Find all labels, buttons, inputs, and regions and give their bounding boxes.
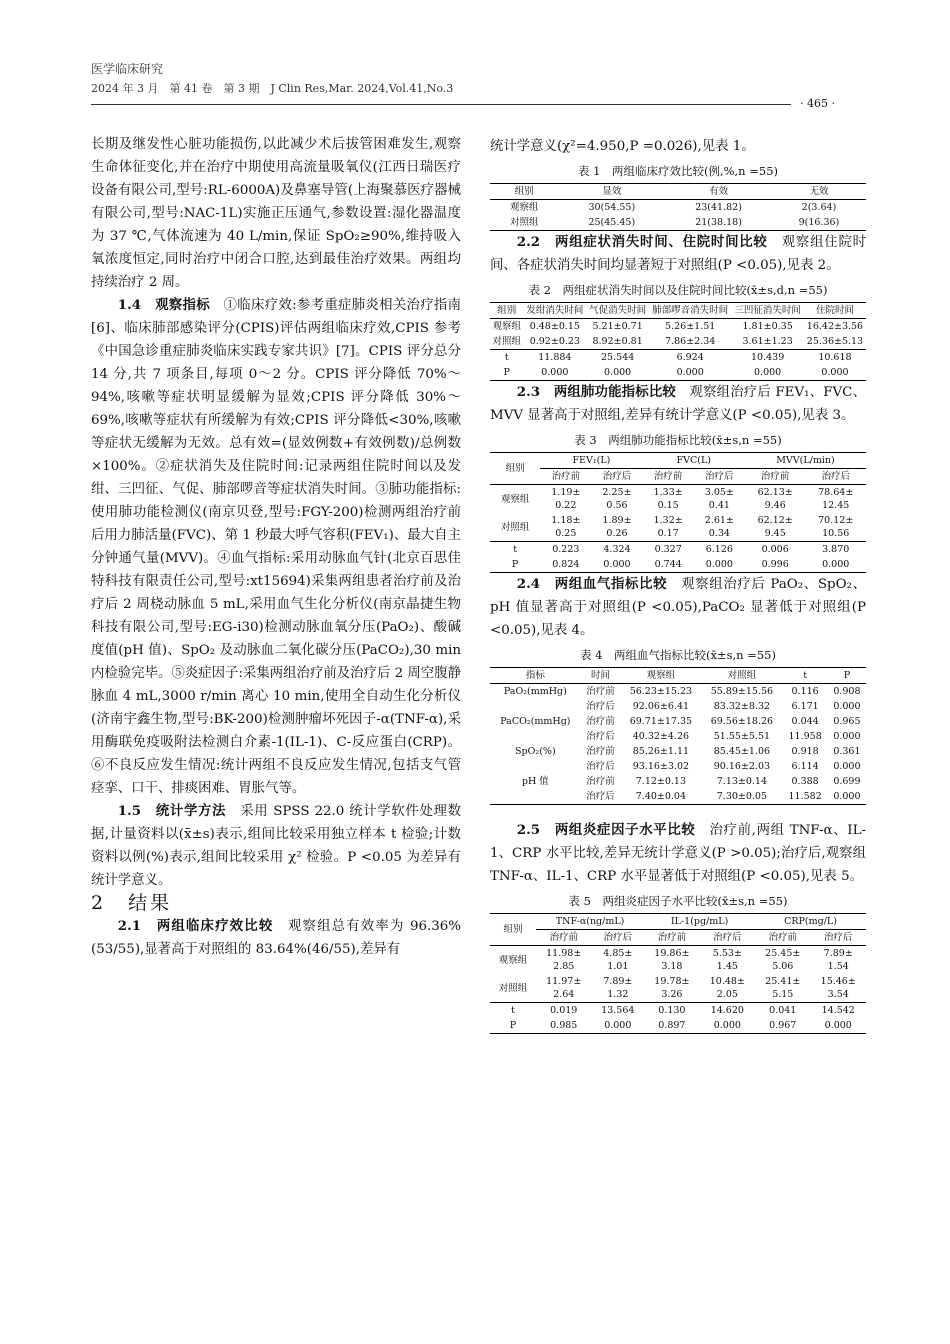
- cell: 10.439: [751, 352, 785, 363]
- section-body: ①临床疗效:参考重症肺炎相关治疗指南[6]、临床肺部感染评分(CPIS)评估两组临床疗效,CPIS 参考《中国急诊重症肺炎临床实践专家共识》[7]。CPIS 评分总分 14 分,共 7 项条目,每项 0～2 分。CPIS 评分降低 70%～94%,咳嗽等症状明显缓解为显效;CPIS 评分降低 30%～69%,咳嗽等症状有所缓解为有效;CPIS 评分降低<30%,咳嗽等症状无缓解为无效。总有效=(显效例数+有效例数)/总例数×100%。②症状消失及住院时间:记录两组住院时间以及发绀、三凹征、气促、肺部啰音等症状消失时间。③肺功能指标:使用肺功能检测仪(南京贝登,型号:FGY-200)检测两组治疗前后用力肺活量(FVC)、第 1 秒最大呼气容积(FEV₁)、最大自主分钟通气量(MVV)。④血气指标:采用动脉血气针(北京百思佳特科技有限责任公司,型号:xt15694)采集两组患者治疗前及治疗后 2 周桡动脉血 5 mL,采用血气生化分析仪(南京晶捷生物科技有限公司,型号:EG-i30)检测动脉血氧分压(PaO₂)、酸碱度值(pH 值)、SpO₂ 及动脉血二氧化碳分压(PaCO₂),30 min 内检验完毕。⑤炎症因子:采集两组治疗前及治疗后 2 周空腹静脉血 4 mL,3000 r/min 离心 10 min,使用全自动生化分析仪(济南宇鑫生物,型号:BK-200)检测肿瘤坏死因子-α(TNF-α),采用酶联免疫吸附法检测白介素-1(IL-1)、C-反应蛋白(CRP)。⑥不良反应发生情况:统计两组不良反应发生情况,包括支气管痉挛、口干、排痰困难、胃胀气等。: [91, 298, 462, 796]
- table-row: [490, 365, 866, 381]
- cell: 0.000: [833, 761, 861, 772]
- cell: 6.924: [676, 352, 704, 363]
- cell: 0.967: [755, 1018, 810, 1034]
- cell: 56.23±15.23: [629, 686, 693, 697]
- col-subheader: 治疗前: [536, 930, 591, 946]
- table-row: [490, 1018, 866, 1034]
- cell: [490, 699, 581, 714]
- cell: 9(16.36): [772, 215, 866, 231]
- cell: 62.12± 9.45: [745, 513, 806, 542]
- cell: 13.564: [601, 1005, 635, 1016]
- cell: 11.582: [782, 789, 827, 805]
- table-4: [490, 667, 866, 805]
- cell: 治疗后: [586, 731, 615, 742]
- col-header: FEV₁(L): [540, 453, 642, 469]
- table-header-row: [490, 184, 866, 200]
- cell: 对照组: [490, 215, 558, 231]
- table-row: [490, 215, 866, 231]
- cell: 0.044: [791, 716, 819, 727]
- cell: 治疗后: [586, 761, 615, 772]
- col-header: 无效: [772, 184, 866, 200]
- cell: 治疗前: [586, 716, 615, 727]
- col-header: 气促消失时间: [586, 303, 649, 319]
- cell: 14.542: [821, 1005, 855, 1016]
- col-header: CRP(mg/L): [755, 914, 866, 930]
- cell: 5.21±0.71: [592, 321, 643, 332]
- cell: 2.61± 0.34: [694, 513, 745, 542]
- cell: 6.114: [791, 761, 819, 772]
- section-heading: 2.3 两组肺功能指标比较: [516, 384, 676, 400]
- section-2-4: [490, 573, 866, 642]
- cell: 16.42±3.56: [806, 321, 864, 332]
- cell: 4.324: [603, 544, 631, 555]
- cell: 0.000: [828, 789, 866, 805]
- cell: 1.19± 0.22: [551, 487, 581, 511]
- cell: 51.55±5.51: [713, 731, 771, 742]
- cell: 0.223: [552, 544, 580, 555]
- table-1: [490, 183, 866, 231]
- cell: 1.32± 0.17: [643, 513, 694, 542]
- cell: [490, 789, 581, 805]
- table-3: [490, 452, 866, 573]
- left-column: [91, 133, 461, 961]
- col-header: IL-1(pg/mL): [644, 914, 755, 930]
- col-subheader: 治疗前: [755, 930, 810, 946]
- cell: 0.000: [833, 701, 861, 712]
- section-2-2: [490, 231, 866, 277]
- cell: 85.26±1.11: [632, 746, 690, 757]
- cell: 7.89± 1.32: [591, 974, 644, 1003]
- table-row: [490, 350, 866, 366]
- cell: 19.86± 3.18: [654, 948, 690, 972]
- section-heading: 2.4 两组血气指标比较: [516, 576, 668, 592]
- col-header: 有效: [665, 184, 772, 200]
- cell: 6.126: [705, 544, 733, 555]
- col-subheader: 治疗后: [805, 469, 866, 485]
- table-5: [490, 913, 866, 1034]
- col-header: 组别: [490, 453, 540, 485]
- section-heading: 2.2 两组症状消失时间、住院时间比较: [516, 234, 768, 250]
- cell: 治疗后: [586, 701, 615, 712]
- cell: pH 值: [521, 776, 549, 787]
- issue-line: 2024 年 3 月 第 41 卷 第 3 期 J Clin Res,Mar. 2024,Vol.41,No.3: [91, 82, 454, 95]
- table-row: [490, 334, 866, 350]
- table-3-caption: 表 3 两组肺功能指标比较(x̄±s,n =55): [574, 433, 782, 447]
- col-header: TNF-α(ng/mL): [536, 914, 644, 930]
- section-2-3: [490, 381, 866, 427]
- cell: 10.48± 2.05: [700, 974, 755, 1003]
- cell: 11.97± 2.64: [536, 974, 591, 1003]
- cell: 0.824: [540, 557, 591, 573]
- cell: 1.18± 0.25: [540, 513, 591, 542]
- table-row: [490, 789, 866, 805]
- col-subheader: 治疗后: [810, 930, 866, 946]
- cell: 0.388: [791, 776, 819, 787]
- col-header: 观察组: [620, 668, 701, 684]
- col-subheader: 治疗前: [540, 469, 591, 485]
- table-row: [490, 774, 866, 789]
- cell: 25.41± 5.15: [755, 974, 810, 1003]
- cell: [490, 729, 581, 744]
- col-header: 指标: [490, 668, 581, 684]
- cell: t: [511, 1005, 515, 1016]
- cell: 21(38.18): [665, 215, 772, 231]
- cell: 11.884: [538, 352, 572, 363]
- paragraph-method-cont: 长期及继发性心脏功能损伤,以此减少术后拔管困难发生,观察生命体征变化,并在治疗中期使用高流量吸氧仪(江西日瑞医疗设备有限公司,型号:RL-6000A)及鼻塞导管(上海聚慕医疗器械有限公司,型号:NAC-1L)实施正压通气,参数设置:湿化器温度为 37 ℃,气体流速为 40 L/min,保证 SpO₂≥90%,维持吸入氧浓度恒定,同时治疗中闭合口腔,达到最佳治疗效果。两组均持续治疗 2 周。: [91, 137, 461, 290]
- cell: 1.33± 0.15: [653, 487, 683, 511]
- section-heading: 1.4 观察指标: [117, 297, 210, 313]
- cell: 0.92±0.23: [523, 334, 586, 350]
- col-header: 时间: [581, 668, 621, 684]
- table-2-caption: 表 2 两组症状消失时间以及住院时间比较(x̄±s,d,n =55): [528, 283, 828, 297]
- cell: 0.327: [654, 544, 682, 555]
- section-2-1: [91, 915, 461, 961]
- cell: 0.000: [804, 365, 866, 381]
- cell: 0.000: [805, 557, 866, 573]
- cell: 0.000: [523, 365, 586, 381]
- table-row: [490, 200, 866, 216]
- col-header: FVC(L): [643, 453, 745, 469]
- table-row: [490, 319, 866, 335]
- cell: 0.006: [761, 544, 789, 555]
- col-header: 组别: [490, 184, 558, 200]
- table-row: [490, 946, 866, 975]
- col-subheader: 治疗后: [694, 469, 745, 485]
- cell: 7.30±0.05: [701, 789, 782, 805]
- cell: 0.985: [536, 1018, 591, 1034]
- table-header-row: [490, 453, 866, 469]
- cell: SpO₂(%): [515, 746, 556, 757]
- cell: 25(45.45): [558, 215, 665, 231]
- col-header: 发绀消失时间: [523, 303, 586, 319]
- cell: 0.361: [833, 746, 861, 757]
- cell: 0.908: [833, 686, 861, 697]
- table-4-caption: 表 4 两组血气指标比较(x̄±s,n =55): [580, 648, 776, 662]
- cell: 40.32±4.26: [632, 731, 690, 742]
- table-row: [490, 1003, 866, 1019]
- cell: 观察组: [498, 954, 528, 966]
- cell: 0.000: [810, 1018, 866, 1034]
- cell: 治疗后: [581, 789, 621, 805]
- cell: 0.019: [550, 1005, 578, 1016]
- table-header-row: [490, 914, 866, 930]
- col-header: P: [828, 668, 866, 684]
- table-row: [490, 759, 866, 774]
- paragraph-2-1-cont: 统计学意义(χ²=4.950,P =0.026),见表 1。: [490, 139, 755, 154]
- cell: 0.000: [694, 557, 745, 573]
- cell: 0.000: [591, 1018, 644, 1034]
- cell: 0.965: [833, 716, 861, 727]
- header-rule: [91, 104, 791, 105]
- table-row: [490, 699, 866, 714]
- section-heading: 1.5 统计学方法: [117, 803, 227, 819]
- cell: 90.16±2.03: [713, 761, 771, 772]
- cell: 25.45± 5.06: [765, 948, 801, 972]
- cell: 7.89± 1.54: [823, 948, 853, 972]
- col-header: t: [782, 668, 827, 684]
- cell: 0.000: [586, 365, 649, 381]
- table-row: [490, 974, 866, 1003]
- cell: 92.06±6.41: [632, 701, 690, 712]
- cell: 0.699: [833, 776, 861, 787]
- cell: 93.16±3.02: [632, 761, 690, 772]
- col-subheader: 治疗后: [700, 930, 755, 946]
- cell: P: [490, 557, 540, 573]
- cell: P: [490, 365, 523, 381]
- cell: 0.041: [769, 1005, 797, 1016]
- table-row: [490, 729, 866, 744]
- cell: 55.89±15.56: [710, 686, 774, 697]
- cell: 14.620: [710, 1005, 744, 1016]
- cell: 0.918: [791, 746, 819, 757]
- table-row: [490, 557, 866, 573]
- col-subheader: 治疗前: [643, 469, 694, 485]
- col-header: 显效: [558, 184, 665, 200]
- table-header-row: [490, 303, 866, 319]
- table-row: [490, 744, 866, 759]
- cell: 11.98± 2.85: [546, 948, 582, 972]
- cell: 对照组: [490, 513, 540, 542]
- col-header: MVV(L/min): [745, 453, 866, 469]
- cell: 2(3.64): [801, 202, 837, 213]
- cell: 1.89± 0.26: [591, 513, 642, 542]
- cell: 0.116: [791, 686, 819, 697]
- section-body: 治疗前,两组 TNF-α、IL-1、CRP 水平比较,差异无统计学意义(P >0.05);治疗后,观察组 TNF-α、IL-1、CRP 水平显著低于对照组(P <0.05),见表 5。: [490, 823, 867, 884]
- section-heading: 2.5 两组炎症因子水平比较: [516, 822, 696, 838]
- cell: 0.000: [649, 365, 731, 381]
- cell: 69.71±17.35: [629, 716, 693, 727]
- cell: t: [504, 352, 509, 363]
- cell: 10.618: [818, 352, 852, 363]
- cell: P: [490, 1018, 536, 1034]
- cell: 0.744: [643, 557, 694, 573]
- cell: t: [513, 544, 518, 555]
- section-2-5: [490, 819, 866, 888]
- cell: 3.61±1.23: [731, 334, 804, 350]
- cell: PaCO₂(mmHg): [500, 716, 571, 727]
- cell: 0.000: [591, 557, 642, 573]
- cell: 7.40±0.04: [620, 789, 701, 805]
- table-subheader-row: [490, 930, 866, 946]
- cell: 23(41.82): [695, 202, 742, 213]
- section-heading: 2.1 两组临床疗效比较: [117, 918, 274, 934]
- cell: 2.25± 0.56: [602, 487, 632, 511]
- cell: 对照组: [490, 334, 523, 350]
- page-number: · 465 ·: [800, 97, 835, 110]
- col-subheader: 治疗前: [745, 469, 806, 485]
- table-row: [490, 513, 866, 542]
- cell: 5.53± 1.45: [712, 948, 742, 972]
- col-header: 肺部啰音消失时间: [649, 303, 731, 319]
- col-header: 住院时间: [804, 303, 866, 319]
- col-subheader: 治疗后: [591, 469, 642, 485]
- cell: 0.000: [700, 1018, 755, 1034]
- section-body: 观察组治疗后 FEV₁、FVC、MVV 显著高于对照组,差异有统计学意义(P <0.05),见表 3。: [490, 385, 866, 423]
- cell: 1.81±0.35: [742, 321, 793, 332]
- col-header: 三凹征消失时间: [731, 303, 804, 319]
- cell: 30(54.55): [588, 202, 636, 213]
- cell: 85.45±1.06: [713, 746, 771, 757]
- cell: 对照组: [490, 974, 536, 1003]
- col-subheader: 治疗前: [644, 930, 699, 946]
- cell: 6.171: [791, 701, 819, 712]
- cell: [490, 759, 581, 774]
- table-5-caption: 表 5 两组炎症因子水平比较(x̄±s,n =55): [568, 894, 788, 908]
- cell: 0.130: [658, 1005, 686, 1016]
- section-body: 观察组治疗后 PaO₂、SpO₂、pH 值显著高于对照组(P <0.05),PaCO₂ 显著低于对照组(P <0.05),见表 4。: [490, 577, 866, 638]
- cell: 25.544: [601, 352, 635, 363]
- cell: 7.13±0.14: [716, 776, 768, 787]
- cell: 5.26±1.51: [665, 321, 716, 332]
- table-header-row: [490, 668, 866, 684]
- table-row: [490, 684, 866, 700]
- cell: 0.000: [833, 731, 861, 742]
- cell: 治疗前: [586, 746, 615, 757]
- cell: 3.870: [822, 544, 850, 555]
- cell: 0.897: [644, 1018, 699, 1034]
- cell: 0.996: [745, 557, 806, 573]
- cell: 78.64± 12.45: [818, 487, 854, 511]
- results-heading: 2 结果: [91, 892, 173, 914]
- cell: 69.56±18.26: [710, 716, 774, 727]
- cell: 观察组: [492, 321, 521, 332]
- cell: 观察组: [500, 493, 530, 505]
- col-subheader: 治疗后: [591, 930, 644, 946]
- cell: 25.36±5.13: [804, 334, 866, 350]
- section-body: 观察组住院时间、各症状消失时间均显著短于对照组(P <0.05),见表 2。: [490, 235, 867, 273]
- table-2: [490, 302, 866, 381]
- table-row: [490, 542, 866, 558]
- table-subheader-row: [490, 469, 866, 485]
- cell: 7.86±2.34: [649, 334, 731, 350]
- col-header: 对照组: [701, 668, 782, 684]
- cell: 0.48±0.15: [529, 321, 580, 332]
- section-body: 采用 SPSS 22.0 统计学软件处理数据,计量资料以(x̄±s)表示,组间比较采用独立样本 t 检验;计数资料以例(%)表示,组间比较采用 χ² 检验。P <0.05 为差异有统计学意义。: [91, 804, 461, 888]
- table-row: [490, 485, 866, 514]
- cell: 62.13± 9.46: [757, 487, 793, 511]
- cell: 观察组: [509, 202, 539, 213]
- cell: 治疗前: [586, 686, 615, 697]
- section-body: 观察组总有效率为 96.36%(53/55),显著高于对照组的 83.64%(46/55),差异有: [91, 919, 462, 957]
- cell: 19.78± 3.26: [644, 974, 699, 1003]
- cell: 治疗前: [586, 776, 615, 787]
- table-row: [490, 714, 866, 729]
- col-header: 组别: [490, 914, 536, 946]
- cell: 15.46± 3.54: [810, 974, 866, 1003]
- cell: 0.000: [731, 365, 804, 381]
- section-1-5: [91, 800, 461, 892]
- section-1-4: [91, 294, 461, 800]
- cell: 11.958: [788, 731, 822, 742]
- cell: 70.12± 10.56: [805, 513, 866, 542]
- col-header: 组别: [490, 303, 523, 319]
- right-column: [490, 135, 866, 1034]
- cell: 7.12±0.13: [635, 776, 687, 787]
- journal-title: 医学临床研究: [91, 62, 164, 76]
- cell: 83.32±8.32: [713, 701, 771, 712]
- table-1-caption: 表 1 两组临床疗效比较(例,%,n =55): [577, 164, 778, 178]
- cell: 4.85± 1.01: [603, 948, 633, 972]
- cell: 8.92±0.81: [586, 334, 649, 350]
- cell: PaO₂(mmHg): [503, 686, 567, 697]
- cell: 3.05± 0.41: [704, 487, 734, 511]
